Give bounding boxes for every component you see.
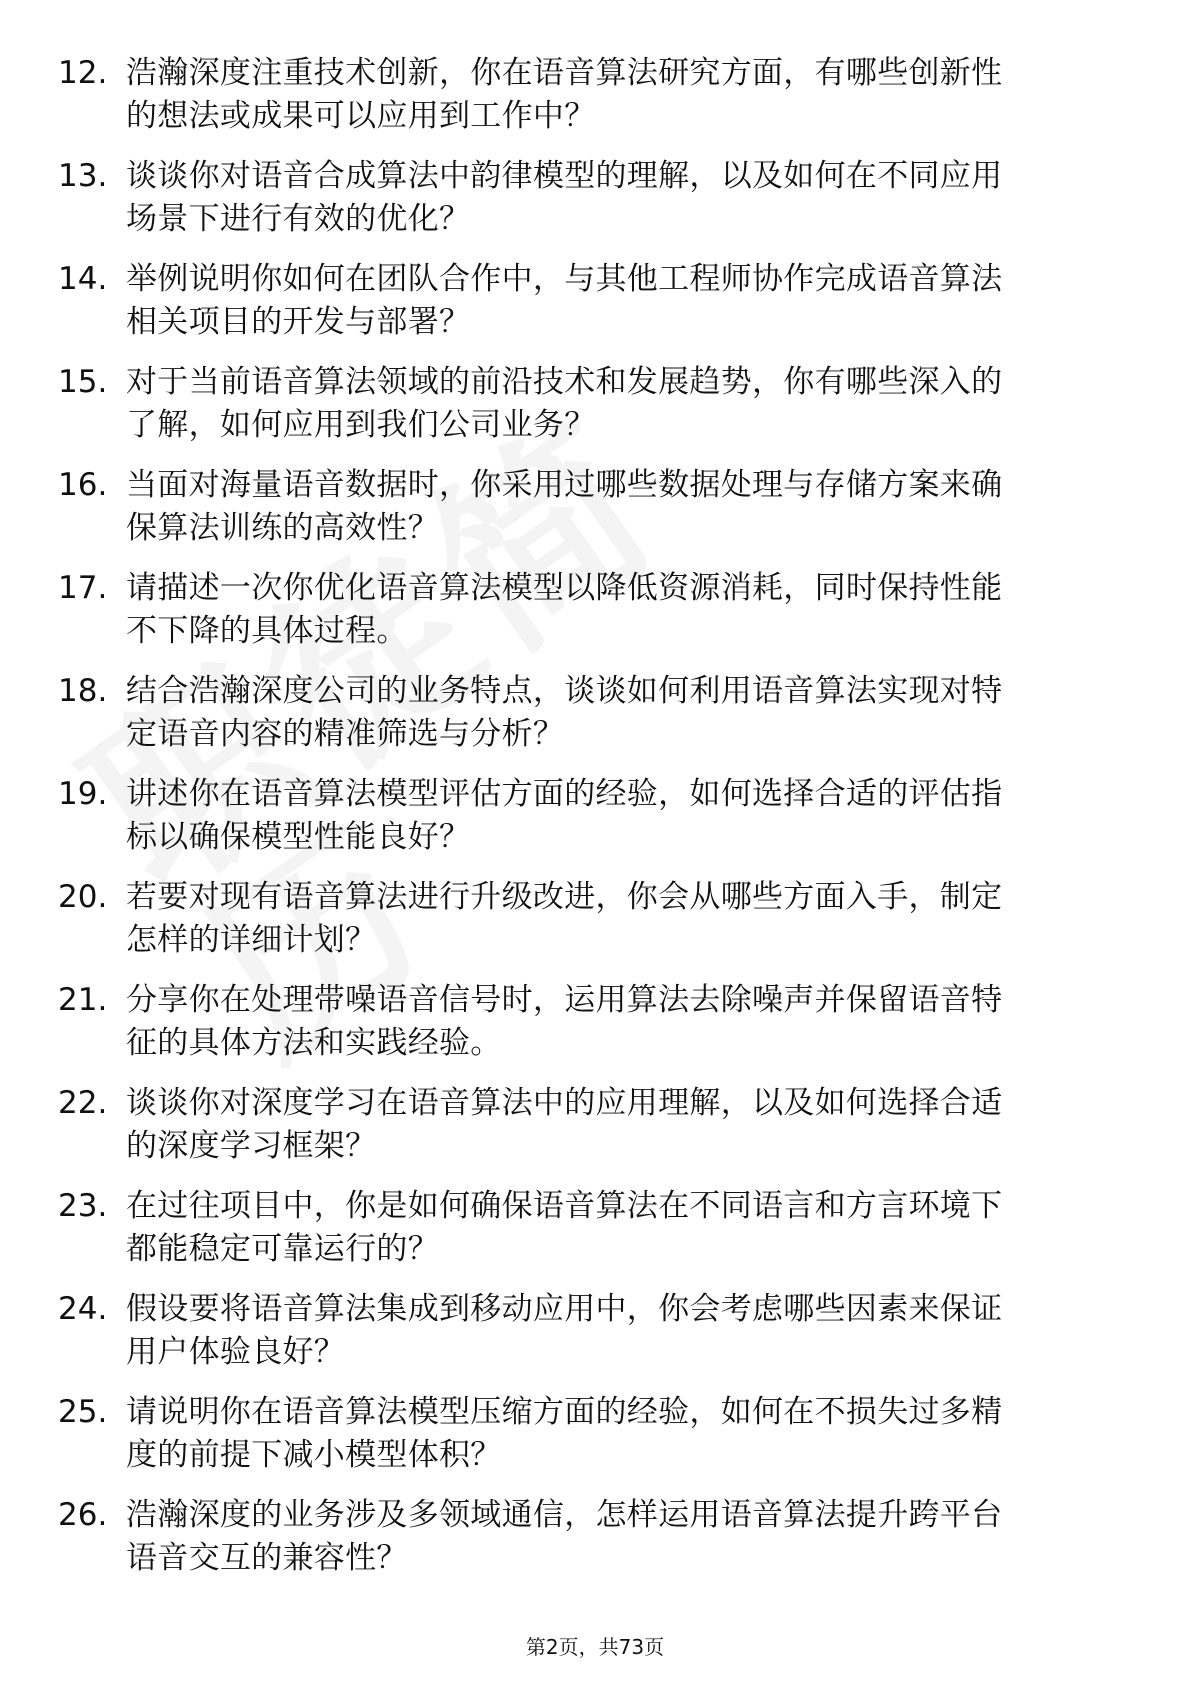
question-number: 17. (58, 570, 108, 606)
question-line: 度的前提下减小模型体积？ (126, 1437, 502, 1473)
question-line: 相关项目的开发与部署？ (126, 304, 471, 340)
question-text (126, 773, 1106, 859)
list-item (0, 1494, 1190, 1597)
question-line: 谈谈你对语音合成算法中韵律模型的理解，以及如何在不同应用 (126, 158, 1003, 194)
question-line: 请说明你在语音算法模型压缩方面的经验，如何在不损失过多精 (126, 1394, 1003, 1430)
question-text (126, 1082, 1106, 1168)
list-item (0, 258, 1190, 361)
question-line: 假设要将语音算法集成到移动应用中，你会考虑哪些因素来保证 (126, 1291, 1003, 1327)
list-item (0, 155, 1190, 258)
question-line: 浩瀚深度注重技术创新，你在语音算法研究方面，有哪些创新性 (126, 55, 1003, 91)
question-line: 分享你在处理带噪语音信号时，运用算法去除噪声并保留语音特 (126, 982, 1003, 1018)
question-number: 16. (58, 467, 108, 503)
question-number: 23. (58, 1188, 108, 1224)
question-line: 在过往项目中，你是如何确保语音算法在不同语言和方言环境下 (126, 1188, 1003, 1224)
list-item (0, 464, 1190, 567)
question-number: 15. (58, 364, 108, 400)
question-text (126, 52, 1106, 138)
question-line: 不下降的具体过程。 (126, 613, 408, 649)
question-line: 怎样的详细计划？ (126, 922, 377, 958)
question-text (126, 258, 1106, 344)
question-list (0, 52, 1190, 1597)
list-item (0, 670, 1190, 773)
question-line: 语音交互的兼容性？ (126, 1540, 408, 1576)
question-line: 场景下进行有效的优化？ (126, 201, 471, 237)
question-text (126, 464, 1106, 550)
question-number: 20. (58, 879, 108, 915)
question-text (126, 979, 1106, 1065)
question-text (126, 1391, 1106, 1477)
list-item (0, 1391, 1190, 1494)
list-item (0, 1288, 1190, 1391)
question-number: 14. (58, 261, 108, 297)
list-item (0, 52, 1190, 155)
question-number: 25. (58, 1394, 108, 1430)
question-text (126, 1288, 1106, 1374)
question-line: 都能稳定可靠运行的？ (126, 1231, 439, 1267)
question-line: 浩瀚深度的业务涉及多领域通信，怎样运用语音算法提升跨平台 (126, 1497, 1003, 1533)
question-number: 13. (58, 158, 108, 194)
question-text (126, 361, 1106, 447)
question-line: 结合浩瀚深度公司的业务特点，谈谈如何利用语音算法实现对特 (126, 673, 1003, 709)
question-line: 了解，如何应用到我们公司业务？ (126, 407, 596, 443)
question-line: 若要对现有语音算法进行升级改进，你会从哪些方面入手，制定 (126, 879, 1003, 915)
question-line: 征的具体方法和实践经验。 (126, 1025, 502, 1061)
page-footer (0, 1633, 1190, 1661)
question-line: 标以确保模型性能良好？ (126, 819, 471, 855)
question-line: 用户体验良好？ (126, 1334, 346, 1370)
question-text (126, 1494, 1106, 1580)
list-item (0, 773, 1190, 876)
question-line: 举例说明你如何在团队合作中，与其他工程师协作完成语音算法 (126, 261, 1003, 297)
question-text (126, 1185, 1106, 1271)
list-item (0, 876, 1190, 979)
question-line: 的深度学习框架？ (126, 1128, 377, 1164)
question-number: 24. (58, 1291, 108, 1327)
question-number: 22. (58, 1085, 108, 1121)
question-line: 定语音内容的精准筛选与分析？ (126, 716, 565, 752)
page-number: 第2页，共73页 (525, 1635, 665, 1659)
question-text (126, 155, 1106, 241)
question-line: 谈谈你对深度学习在语音算法中的应用理解，以及如何选择合适 (126, 1085, 1003, 1121)
list-item (0, 1082, 1190, 1185)
question-line: 讲述你在语音算法模型评估方面的经验，如何选择合适的评估指 (126, 776, 1003, 812)
question-number: 18. (58, 673, 108, 709)
question-number: 12. (58, 55, 108, 91)
question-number: 19. (58, 776, 108, 812)
question-line: 保算法训练的高效性？ (126, 510, 439, 546)
question-text (126, 876, 1106, 962)
question-line: 请描述一次你优化语音算法模型以降低资源消耗，同时保持性能 (126, 570, 1003, 606)
question-number: 21. (58, 982, 108, 1018)
list-item (0, 361, 1190, 464)
question-line: 的想法或成果可以应用到工作中？ (126, 98, 596, 134)
question-text (126, 567, 1106, 653)
question-number: 26. (58, 1497, 108, 1533)
question-line: 当面对海量语音数据时，你采用过哪些数据处理与存储方案来确 (126, 467, 1003, 503)
list-item (0, 1185, 1190, 1288)
question-line: 对于当前语音算法领域的前沿技术和发展趋势，你有哪些深入的 (126, 364, 1003, 400)
question-text (126, 670, 1106, 756)
list-item (0, 979, 1190, 1082)
list-item (0, 567, 1190, 670)
